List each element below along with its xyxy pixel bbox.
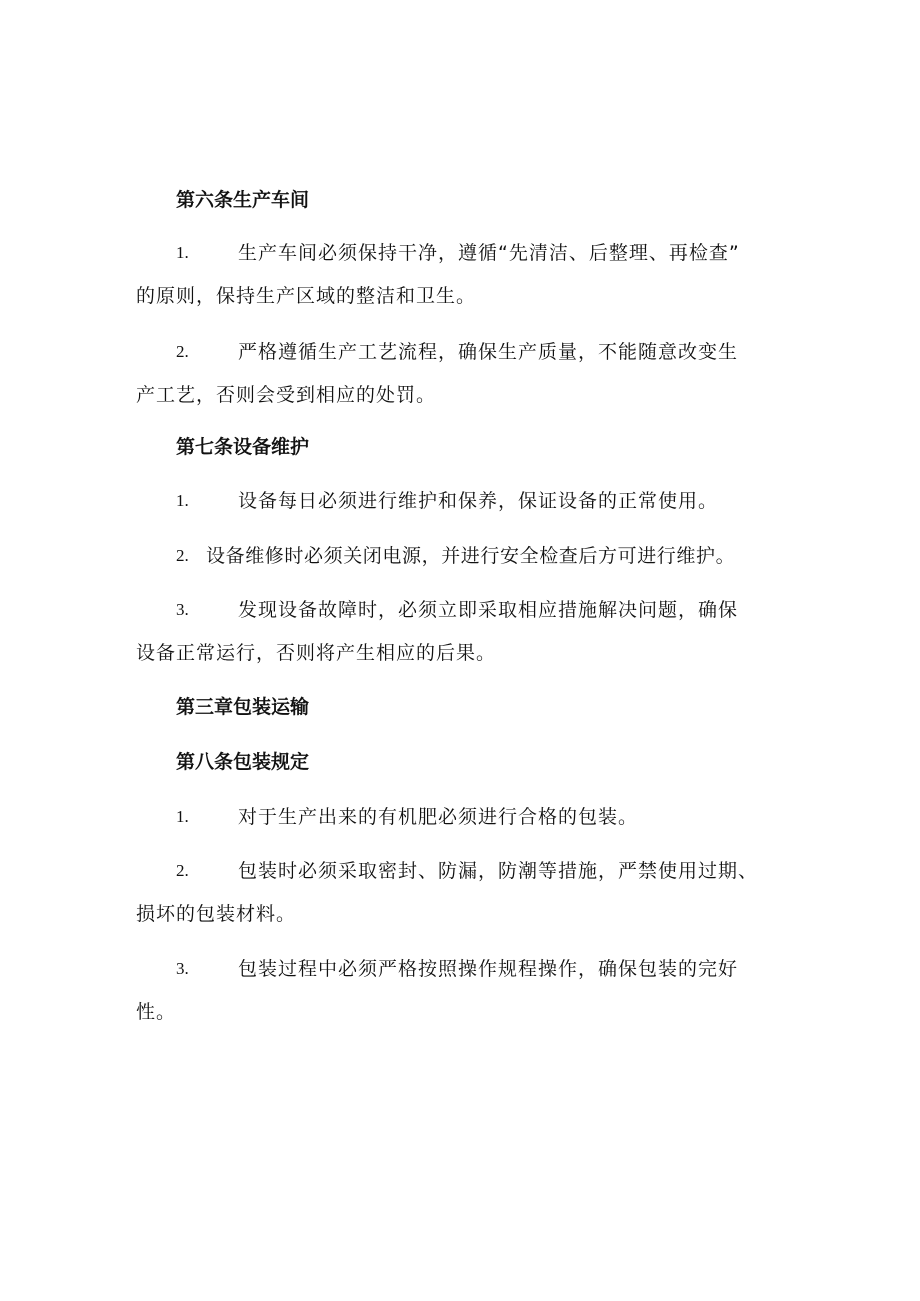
item-number: 2.	[176, 342, 189, 361]
item-number: 2.	[176, 546, 189, 565]
list-item	[136, 339, 796, 406]
item-text-line: 发现设备故障时，必须立即采取相应措施解决问题，确保	[238, 599, 739, 621]
list-item	[136, 858, 796, 925]
item-number: 1.	[176, 243, 189, 262]
list-item	[136, 956, 796, 1023]
item-number: 1.	[176, 491, 189, 510]
item-text-continuation: 性。	[136, 1001, 177, 1023]
section-heading: 第七条设备维护	[176, 436, 310, 458]
item-number: 2.	[176, 861, 189, 880]
item-text-line: 包装过程中必须严格按照操作规程操作，确保包装的完好	[238, 958, 739, 980]
item-text-continuation: 损坏的包装材料。	[136, 903, 297, 925]
list-item	[136, 597, 796, 664]
item-text-line: 对于生产出来的有机肥必须进行合格的包装。	[238, 806, 639, 828]
item-text-line: 包装时必须采取密封、防漏，防潮等措施，严禁使用过期、	[238, 860, 759, 882]
item-number: 3.	[176, 600, 189, 619]
item-text-line: 设备维修时必须关闭电源，并进行安全检查后方可进行维护。	[206, 545, 736, 567]
item-text-continuation: 的原则，保持生产区域的整洁和卫生。	[136, 285, 477, 307]
item-text-continuation: 设备正常运行，否则将产生相应的后果。	[136, 642, 497, 664]
item-text-line: 严格遵循生产工艺流程，确保生产质量，不能随意改变生	[238, 341, 739, 363]
item-text-line: 生产车间必须保持干净，遵循“先清洁、后整理、再检查”	[238, 242, 740, 264]
item-text-continuation: 产工艺，否则会受到相应的处罚。	[136, 384, 437, 406]
item-number: 1.	[176, 807, 189, 826]
list-item	[136, 240, 796, 307]
section-heading: 第八条包装规定	[176, 751, 310, 773]
item-number: 3.	[176, 959, 189, 978]
item-text-line: 设备每日必须进行维护和保养，保证设备的正常使用。	[238, 490, 719, 512]
chapter-heading: 第三章包装运输	[176, 696, 310, 718]
section-heading: 第六条生产车间	[176, 189, 310, 211]
